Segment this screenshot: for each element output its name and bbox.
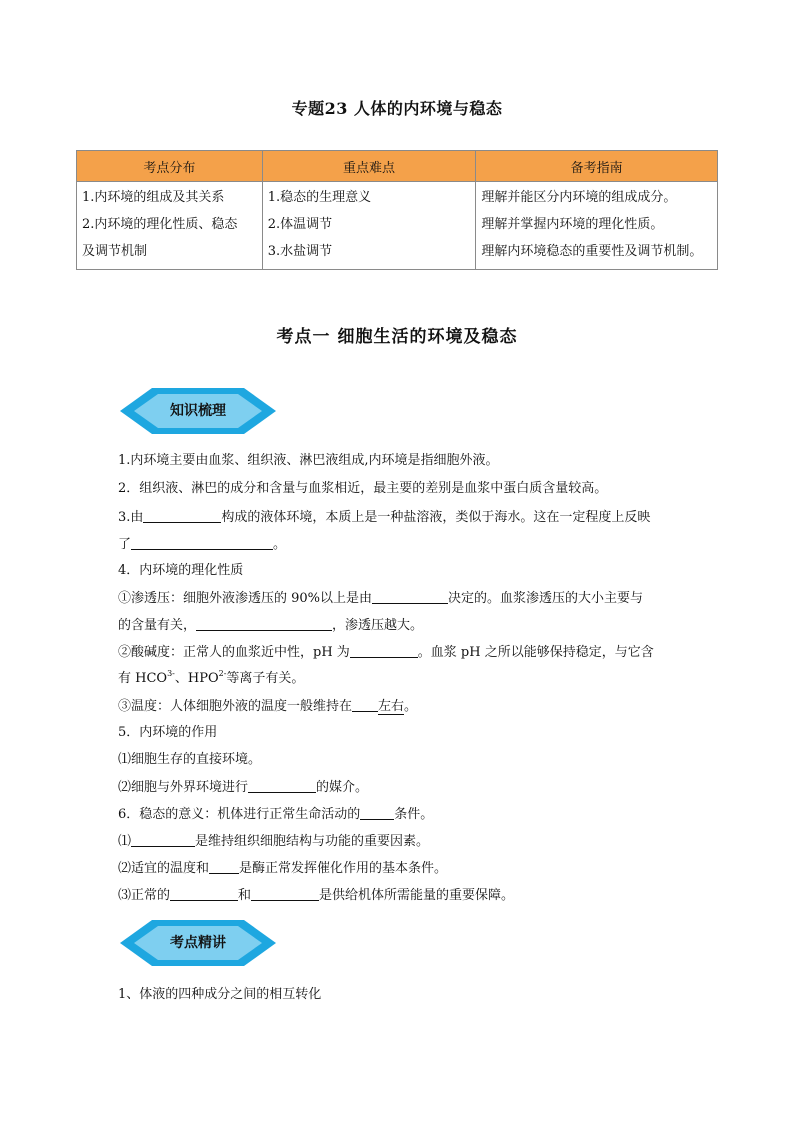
- text: ②酸碱度：正常人的血浆近中性，pH 为: [118, 645, 350, 660]
- fill-blank[interactable]: [143, 508, 221, 523]
- cell-line: 2.内环境的理化性质、稳态: [82, 217, 238, 232]
- text: 3.由: [118, 510, 144, 525]
- text: 条件。: [394, 807, 434, 822]
- fill-blank[interactable]: [248, 778, 316, 793]
- fill-blank[interactable]: [170, 886, 238, 901]
- text: ⑵细胞与外界环境进行: [118, 780, 249, 795]
- content-line: [118, 535, 286, 554]
- fill-blank[interactable]: [131, 535, 273, 550]
- text: 左右: [378, 699, 405, 714]
- text: ，渗透压越大。: [332, 618, 424, 633]
- table-cell-key-difficulties: [262, 182, 476, 270]
- content-line: [118, 643, 654, 662]
- fill-blank[interactable]: [350, 643, 418, 658]
- text: ③温度：人体细胞外液的温度一般维持在: [118, 699, 353, 714]
- text: ⑶正常的: [118, 888, 171, 903]
- fill-blank[interactable]: [196, 616, 332, 631]
- fill-blank[interactable]: [131, 832, 195, 847]
- text: 。血浆 pH 之所以能够保持稳定，与它含: [417, 645, 654, 660]
- text: ⑴: [118, 834, 132, 849]
- content-line: 1、体液的四种成分之间的相互转化: [118, 987, 322, 1002]
- table-header-cell: 备考指南: [476, 151, 718, 182]
- content-line: [118, 805, 433, 824]
- cell-line: 及调节机制: [82, 244, 148, 259]
- text: 决定的。血浆渗透压的大小主要与: [448, 591, 644, 606]
- text: 6．稳态的意义：机体进行正常生命活动的: [118, 807, 361, 822]
- content-line: [118, 697, 417, 716]
- section-title: 考点一 细胞生活的环境及稳态: [276, 327, 518, 347]
- content-line: [118, 589, 643, 608]
- content-line: [118, 670, 304, 688]
- superscript: 3-: [167, 669, 175, 678]
- content-line: [118, 508, 650, 527]
- overview-table: [76, 150, 718, 270]
- fill-blank[interactable]: [352, 697, 378, 712]
- text: 有 HCO: [118, 671, 168, 686]
- text: 是维持组织细胞结构与功能的重要因素。: [195, 834, 430, 849]
- content-line: 1.内环境主要由血浆、组织液、淋巴液组成,内环境是指细胞外液。: [118, 453, 499, 468]
- content-line: ⑴细胞生存的直接环境。: [118, 752, 262, 767]
- cell-line: 理解内环境稳态的重要性及调节机制。: [481, 244, 703, 259]
- text: 是酶正常发挥催化作用的基本条件。: [239, 861, 448, 876]
- text: 。: [404, 699, 418, 714]
- text: 的含量有关，: [118, 618, 197, 633]
- text: 构成的液体环境，本质上是一种盐溶液，类似于海水。这在一定程度上反映: [221, 510, 651, 525]
- knowledge-badge: [120, 388, 276, 434]
- cell-line: 3.水盐调节: [267, 244, 333, 259]
- content-line: [118, 886, 514, 905]
- text: 了: [118, 537, 132, 552]
- content-line: [118, 832, 429, 851]
- content-line: [118, 859, 447, 878]
- cell-line: 理解并掌握内环境的理化性质。: [481, 217, 664, 232]
- fill-blank[interactable]: [372, 589, 448, 604]
- text: 是供给机体所需能量的重要保障。: [319, 888, 515, 903]
- knowledge-badge-label: 知识梳理: [170, 403, 226, 419]
- text: ①渗透压：细胞外液渗透压的 90%以上是由: [118, 591, 373, 606]
- superscript: 2-: [218, 669, 227, 678]
- text: 等离子有关。: [226, 671, 305, 686]
- cell-line: 1.稳态的生理意义: [267, 190, 372, 205]
- fill-blank[interactable]: [251, 886, 319, 901]
- table-header-cell: 重点难点: [262, 151, 476, 182]
- table-cell-study-guide: [476, 182, 718, 270]
- key-points-badge-label: 考点精讲: [170, 935, 226, 951]
- cell-line: 2.体温调节: [267, 217, 333, 232]
- text: 、HPO: [174, 671, 219, 686]
- table-header-row: [77, 151, 718, 182]
- content-line: 5．内环境的作用: [118, 725, 218, 740]
- text: 和: [238, 888, 252, 903]
- text: 。: [273, 537, 287, 552]
- content-line: [118, 778, 368, 797]
- table-cell-exam-points: [77, 182, 263, 270]
- fill-blank[interactable]: [209, 859, 239, 874]
- cell-line: 理解并能区分内环境的组成成分。: [481, 190, 677, 205]
- text: 的媒介。: [316, 780, 369, 795]
- key-points-badge: [120, 920, 276, 966]
- content-line: [118, 616, 423, 635]
- text: ⑵适宜的温度和: [118, 861, 210, 876]
- fill-blank[interactable]: [360, 805, 394, 820]
- cell-line: 1.内环境的组成及其关系: [82, 190, 225, 205]
- table-header-cell: 考点分布: [77, 151, 263, 182]
- page-title: 专题23 人体的内环境与稳态: [291, 99, 503, 118]
- content-line: 2．组织液、淋巴的成分和含量与血浆相近，最主要的差别是血浆中蛋白质含量较高。: [118, 481, 608, 496]
- table-row: [77, 182, 718, 270]
- content-line: 4．内环境的理化性质: [118, 563, 244, 578]
